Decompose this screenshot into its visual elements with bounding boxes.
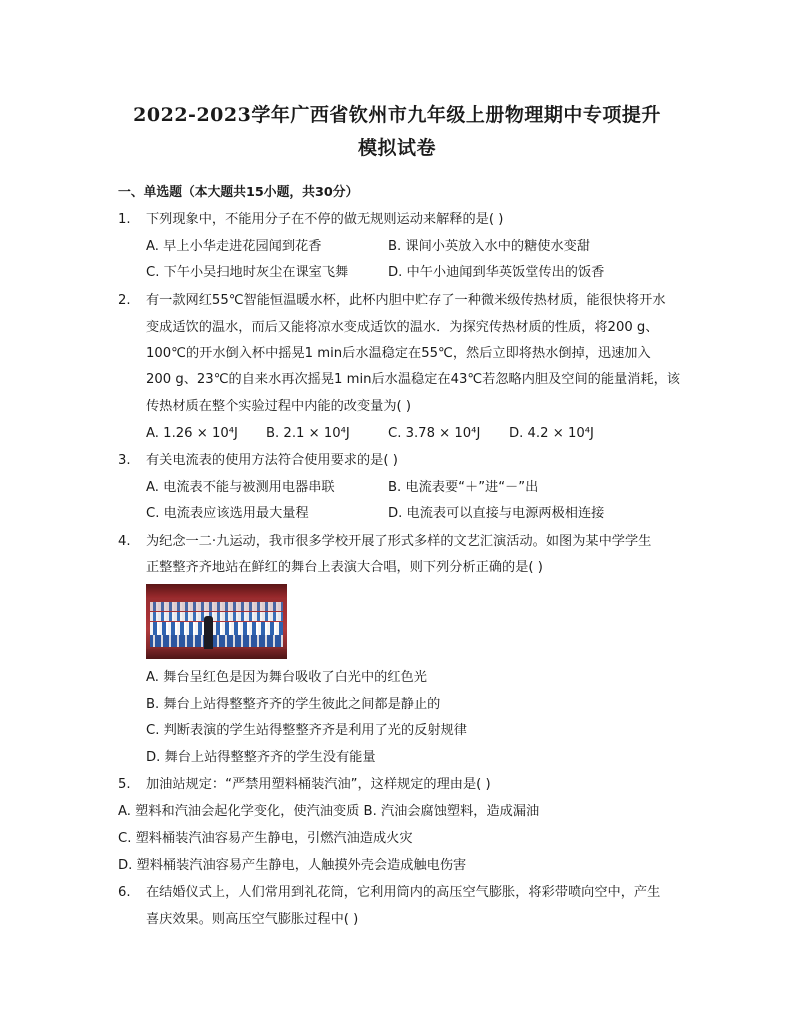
question-number: 2. — [118, 293, 131, 308]
option-d: D. 4.2 × 10⁴J — [509, 426, 594, 441]
question-stem: 200 g、23℃的自来水再次摇晃1 min后水温稳定在43℃若忽略内胆及空间的能量消耗，该 — [146, 372, 680, 387]
question-stem: 喜庆效果。则高压空气膨胀过程中( ) — [146, 912, 359, 927]
question-stem: 有一款网红55℃智能恒温暖水杯，此杯内胆中贮存了一种微米级传热材质，能很快将开水 — [146, 293, 666, 308]
question-stem: 100℃的开水倒入杯中摇晃1 min后水温稳定在55℃，然后立即将热水倒掉，迅速加入 — [146, 346, 651, 361]
option-d: D. 中午小迪闻到华英饭堂传出的饭香 — [388, 265, 605, 280]
option-d: D. 电流表可以直接与电源两极相连接 — [388, 506, 605, 521]
option-c: C. 下午小吴扫地时灰尘在课室飞舞 — [146, 265, 349, 280]
question-stem: 加油站规定：“严禁用塑料桶装汽油”，这样规定的理由是( ) — [146, 777, 491, 792]
exam-title-line1: 2022-2023学年广西省钦州市九年级上册物理期中专项提升 — [133, 104, 661, 126]
choir-stage-photo — [146, 584, 287, 659]
question-stem: 正整整齐齐地站在鲜红的舞台上表演大合唱，则下列分析正确的是( ) — [146, 560, 543, 575]
option-d: D. 塑料桶装汽油容易产生静电，人触摸外壳会造成触电伤害 — [118, 858, 467, 873]
question-stem: 下列现象中，不能用分子在不停的做无规则运动来解释的是( ) — [146, 212, 504, 227]
question-number: 4. — [118, 534, 131, 549]
question-stem: 为纪念一二·九运动，我市很多学校开展了形式多样的文艺汇演活动。如图为某中学学生 — [146, 534, 652, 549]
section-heading-single-choice: 一、单选题（本大题共15小题，共30分） — [118, 185, 359, 200]
question-number: 3. — [118, 453, 131, 468]
option-b: B. 电流表要“＋”进“－”出 — [388, 480, 539, 495]
option-b: B. 课间小英放入水中的糖使水变甜 — [388, 239, 591, 254]
option-a: A. 早上小华走进花园闻到花香 — [146, 239, 322, 254]
option-a: A. 电流表不能与被测用电器串联 — [146, 480, 335, 495]
question-stem: 有关电流表的使用方法符合使用要求的是( ) — [146, 453, 398, 468]
option-c: C. 电流表应该选用最大量程 — [146, 506, 309, 521]
question-number: 6. — [118, 885, 131, 900]
option-b: B. 2.1 × 10⁴J — [266, 426, 350, 441]
option-c: C. 判断表演的学生站得整整齐齐是利用了光的反射规律 — [146, 723, 467, 738]
option-c: C. 塑料桶装汽油容易产生静电，引燃汽油造成火灾 — [118, 831, 413, 846]
option-d: D. 舞台上站得整整齐齐的学生没有能量 — [146, 750, 376, 765]
question-stem: 传热材质在整个实验过程中内能的改变量为( ) — [146, 399, 412, 414]
option-b: B. 舞台上站得整整齐齐的学生彼此之间都是静止的 — [146, 697, 441, 712]
option-a: A. 舞台呈红色是因为舞台吸收了白光中的红色光 — [146, 670, 427, 685]
question-stem: 在结婚仪式上，人们常用到礼花筒，它利用筒内的高压空气膨胀，将彩带喷向空中，产生 — [146, 885, 661, 900]
option-c: C. 3.78 × 10⁴J — [388, 426, 481, 441]
question-number: 1. — [118, 212, 131, 227]
exam-title-line2: 模拟试卷 — [357, 137, 436, 159]
question-number: 5. — [118, 777, 131, 792]
conductor-figure — [204, 616, 213, 650]
question-stem: 变成适饮的温水，而后又能将凉水变成适饮的温水．为探究传热材质的性质，将200 g、 — [146, 320, 659, 335]
option-a: A. 1.26 × 10⁴J — [146, 426, 238, 441]
option-a-b: A. 塑料和汽油会起化学变化，使汽油变质 B. 汽油会腐蚀塑料，造成漏油 — [118, 804, 540, 819]
